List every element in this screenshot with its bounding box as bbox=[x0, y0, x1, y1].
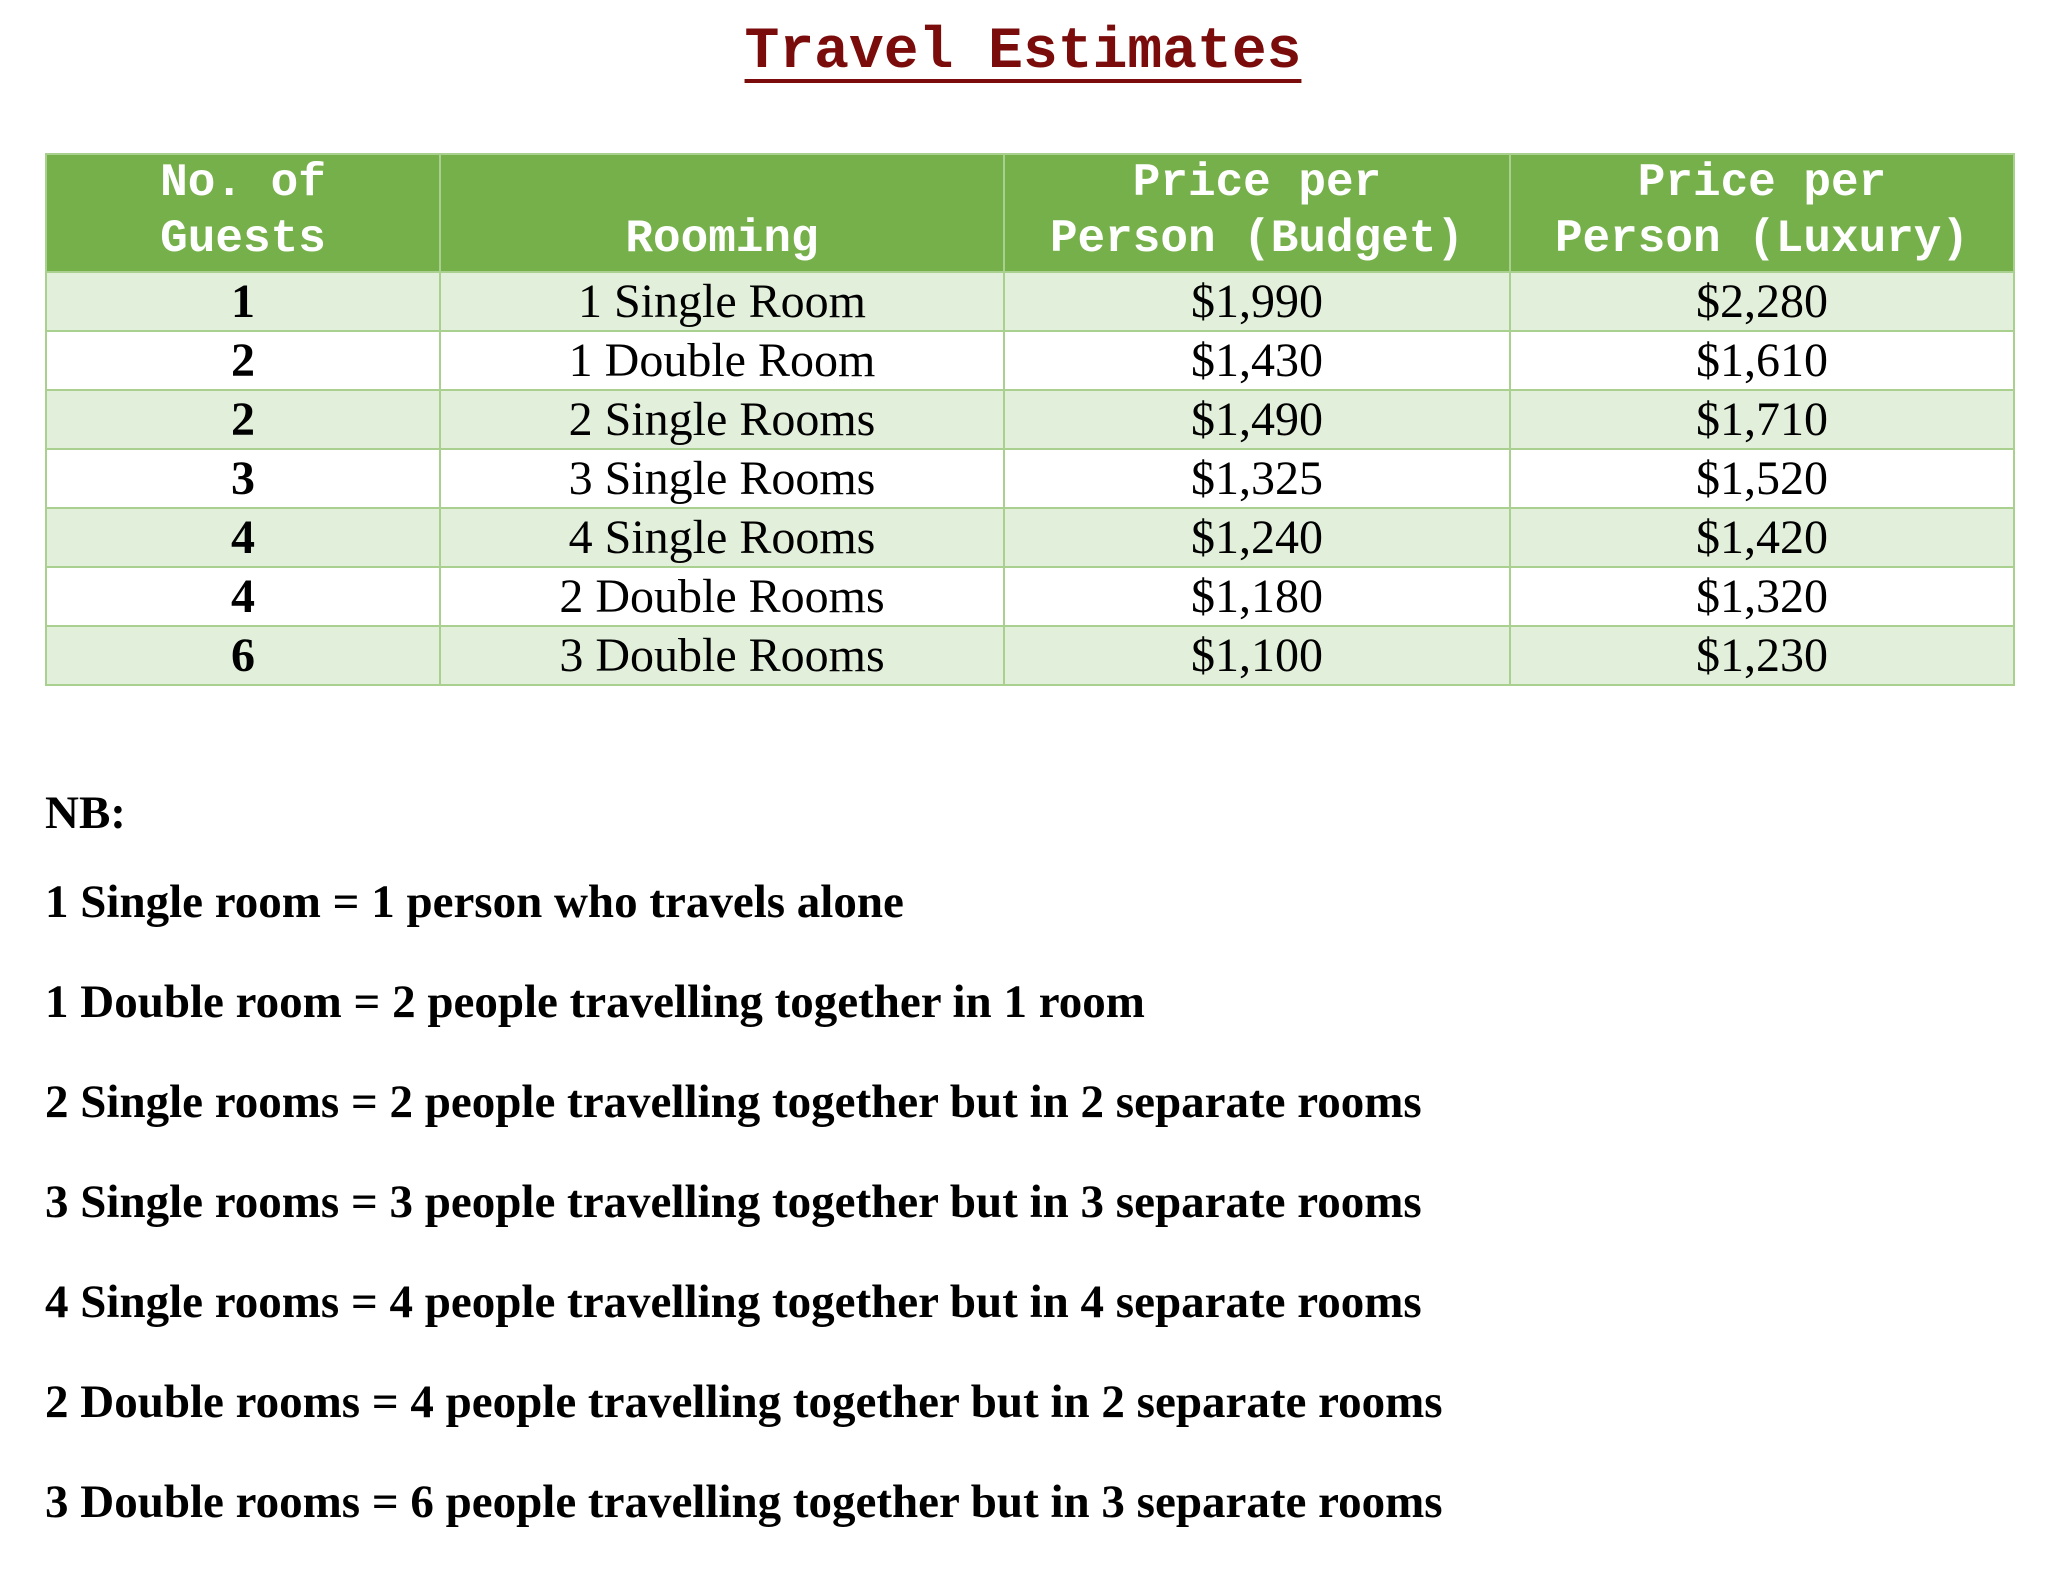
note-line: 2 Double rooms = 4 people travelling together but in 2 separate rooms bbox=[45, 1376, 1443, 1428]
budget-price-cell: $1,100 bbox=[1004, 626, 1510, 685]
budget-price-cell: $1,325 bbox=[1004, 449, 1510, 508]
table-row bbox=[46, 508, 2014, 567]
header-luxury-line-1: Price per bbox=[1637, 157, 1887, 209]
note-line: 1 Single room = 1 person who travels alone bbox=[45, 876, 904, 928]
rooming-cell: 1 Single Room bbox=[440, 272, 1004, 331]
note-line: 1 Double room = 2 people travelling together in 1 room bbox=[45, 976, 1145, 1028]
notes-heading: NB: bbox=[45, 787, 126, 839]
luxury-price-cell: $1,710 bbox=[1510, 390, 2014, 449]
luxury-price-cell: $1,520 bbox=[1510, 449, 2014, 508]
rooming-cell: 3 Single Rooms bbox=[440, 449, 1004, 508]
guests-cell: 1 bbox=[46, 272, 440, 331]
luxury-price-cell: $2,280 bbox=[1510, 272, 2014, 331]
rooming-cell: 4 Single Rooms bbox=[440, 508, 1004, 567]
table-row bbox=[46, 331, 2014, 390]
header-guests-line-1: No. of bbox=[160, 157, 326, 209]
budget-price-cell: $1,990 bbox=[1004, 272, 1510, 331]
budget-price-cell: $1,430 bbox=[1004, 331, 1510, 390]
note-line: 4 Single rooms = 4 people travelling together but in 4 separate rooms bbox=[45, 1276, 1422, 1328]
header-luxury-line-2: Person (Luxury) bbox=[1554, 213, 1970, 265]
notes-section bbox=[45, 772, 1945, 1572]
luxury-price-cell: $1,230 bbox=[1510, 626, 2014, 685]
rooming-cell: 2 Double Rooms bbox=[440, 567, 1004, 626]
budget-price-cell: $1,240 bbox=[1004, 508, 1510, 567]
table-header-row bbox=[46, 154, 2014, 272]
budget-price-cell: $1,490 bbox=[1004, 390, 1510, 449]
note-line: 3 Single rooms = 3 people travelling together but in 3 separate rooms bbox=[45, 1176, 1422, 1228]
travel-estimates-table bbox=[45, 153, 2015, 686]
table-row bbox=[46, 567, 2014, 626]
header-budget-line-1: Price per bbox=[1132, 157, 1382, 209]
note-line: 2 Single rooms = 2 people travelling together but in 2 separate rooms bbox=[45, 1076, 1422, 1128]
header-rooming-text: Rooming bbox=[625, 213, 819, 265]
guests-cell: 2 bbox=[46, 390, 440, 449]
guests-cell: 6 bbox=[46, 626, 440, 685]
table-row bbox=[46, 390, 2014, 449]
guests-cell: 3 bbox=[46, 449, 440, 508]
header-budget-line-2: Person (Budget) bbox=[1049, 213, 1465, 265]
budget-price-cell: $1,180 bbox=[1004, 567, 1510, 626]
guests-cell: 2 bbox=[46, 331, 440, 390]
header-guests bbox=[46, 154, 440, 272]
guests-cell: 4 bbox=[46, 567, 440, 626]
page-title-text: Travel Estimates bbox=[744, 20, 1302, 85]
table-row bbox=[46, 626, 2014, 685]
page-title bbox=[0, 18, 2046, 88]
header-price-luxury bbox=[1510, 154, 2014, 272]
table-row bbox=[46, 272, 2014, 331]
note-line: 3 Double rooms = 6 people travelling together but in 3 separate rooms bbox=[45, 1476, 1443, 1528]
header-rooming bbox=[440, 154, 1004, 272]
luxury-price-cell: $1,610 bbox=[1510, 331, 2014, 390]
table-row bbox=[46, 449, 2014, 508]
rooming-cell: 1 Double Room bbox=[440, 331, 1004, 390]
guests-cell: 4 bbox=[46, 508, 440, 567]
luxury-price-cell: $1,420 bbox=[1510, 508, 2014, 567]
rooming-cell: 2 Single Rooms bbox=[440, 390, 1004, 449]
luxury-price-cell: $1,320 bbox=[1510, 567, 2014, 626]
header-guests-line-2: Guests bbox=[160, 213, 326, 265]
header-price-budget bbox=[1004, 154, 1510, 272]
rooming-cell: 3 Double Rooms bbox=[440, 626, 1004, 685]
